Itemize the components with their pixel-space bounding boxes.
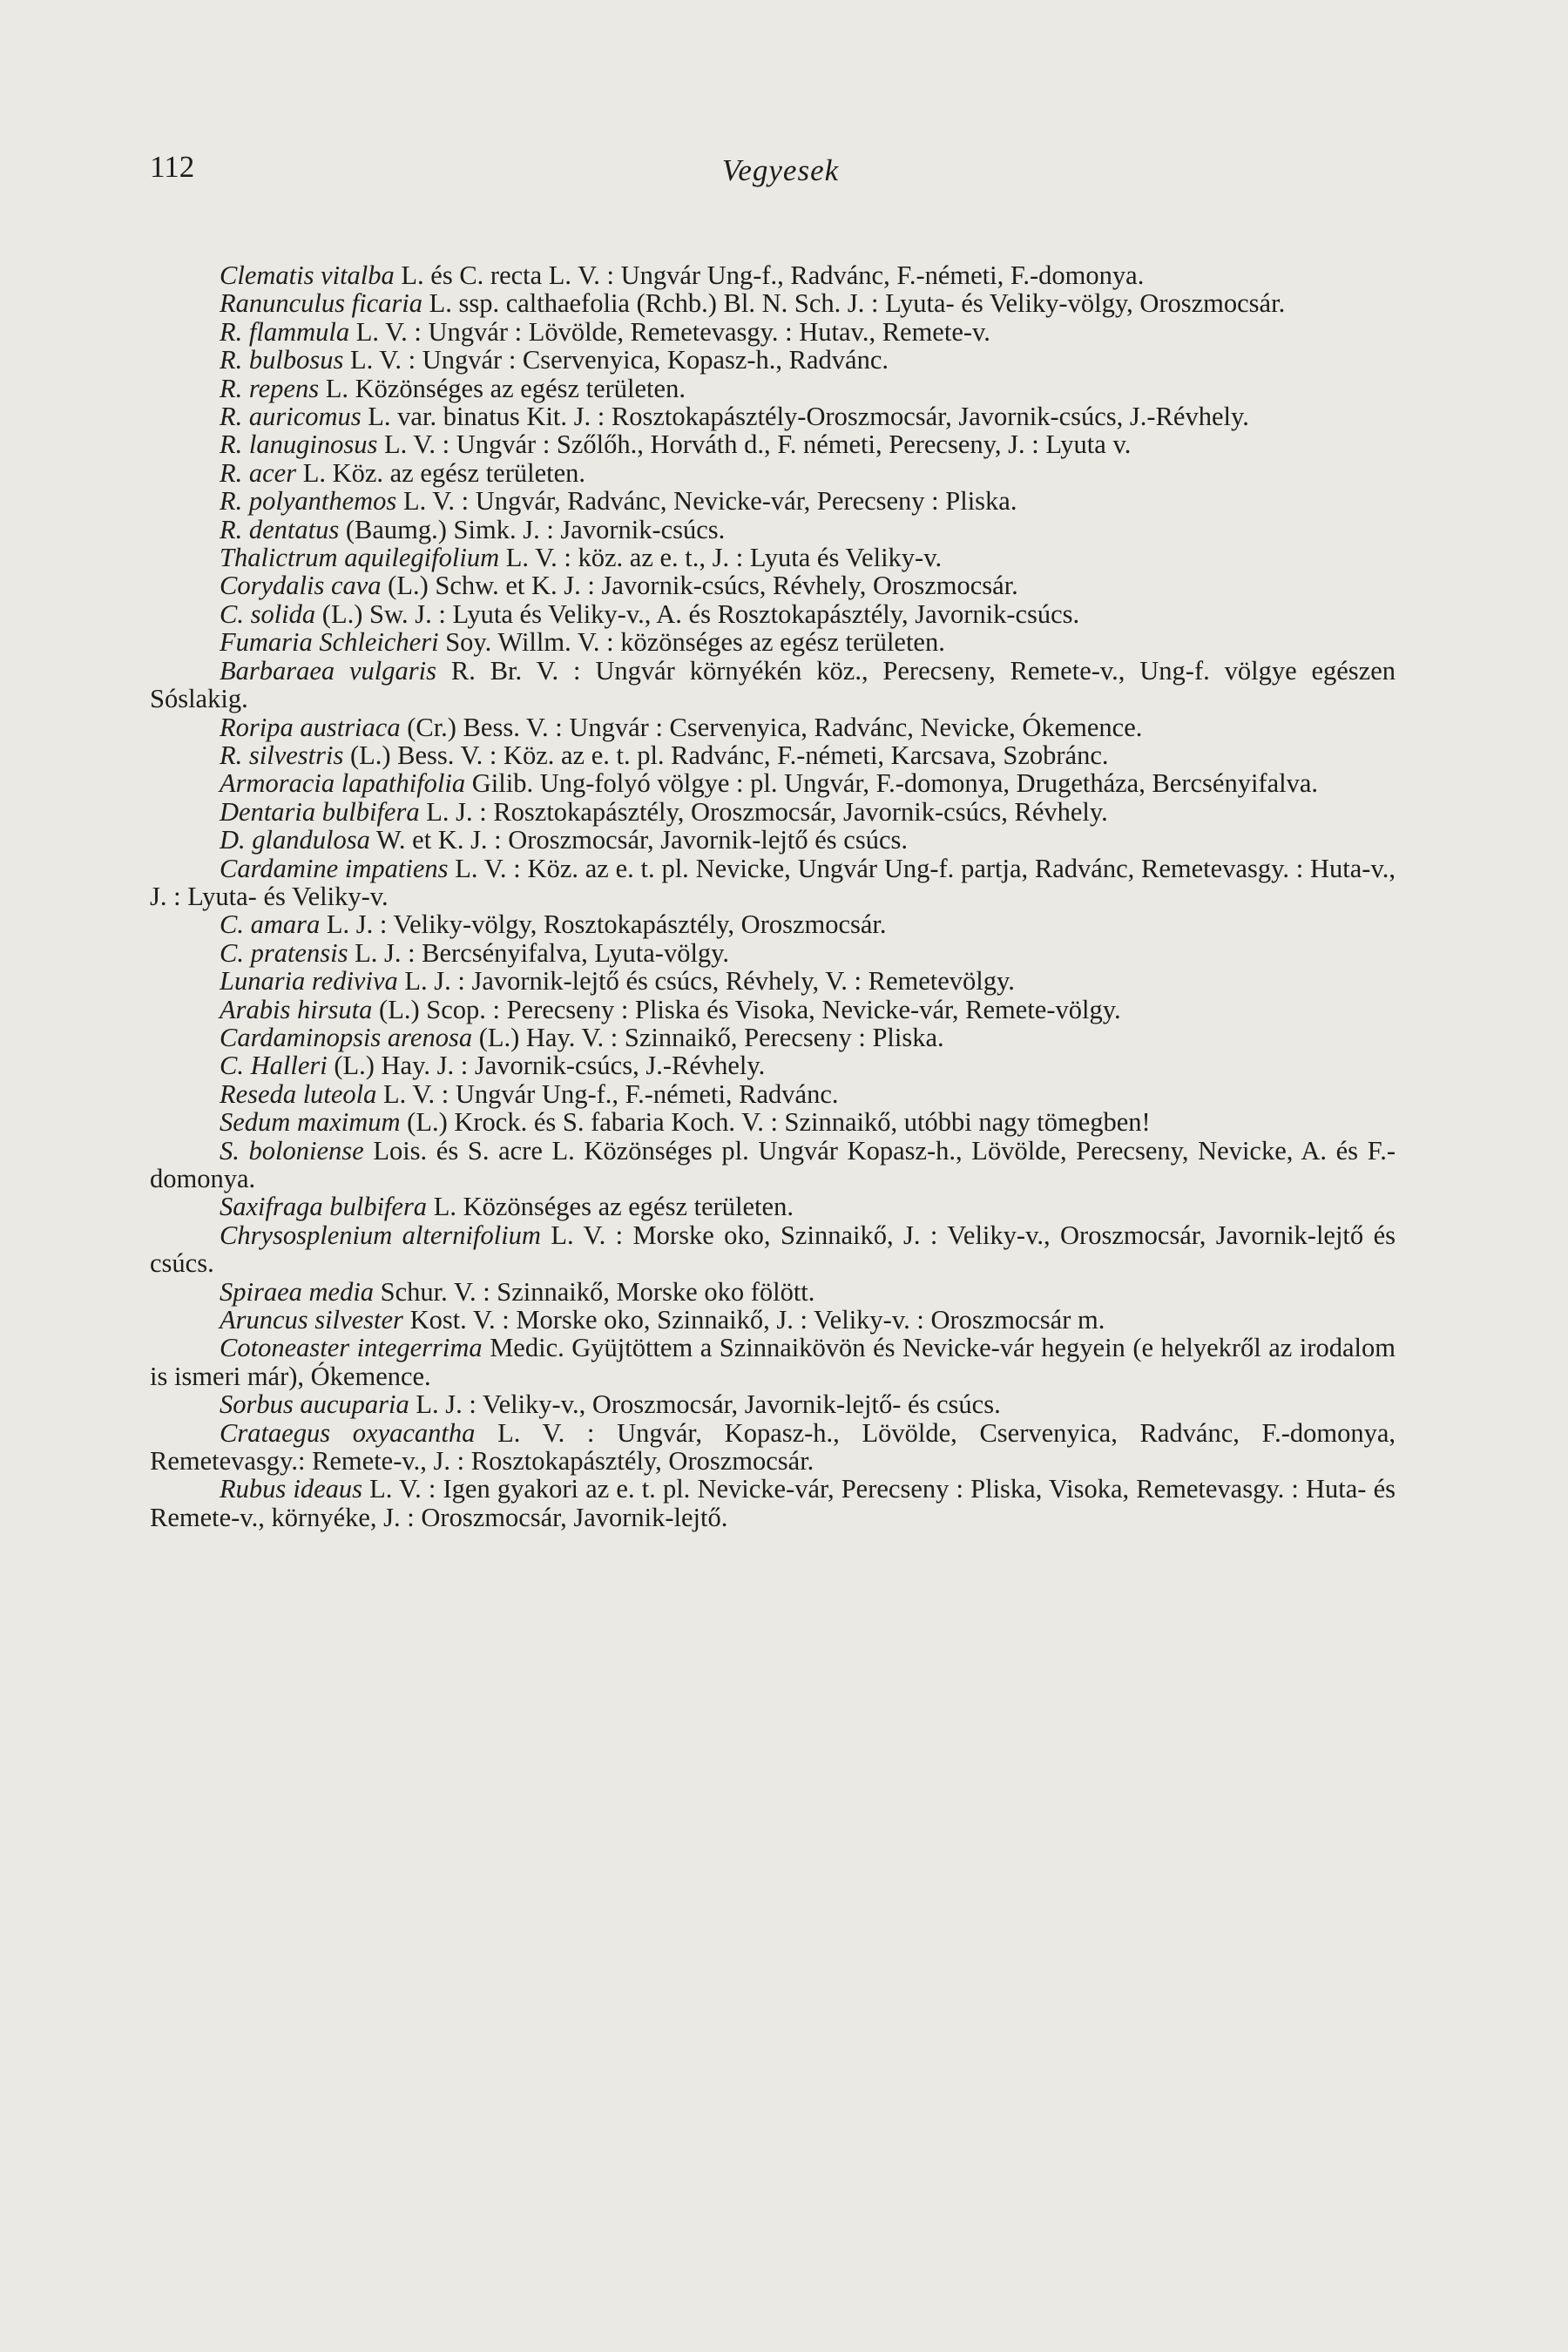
species-entry (150, 1334, 1396, 1390)
taxon-description: (L.) Sw. J. : Lyuta és Veliky-v., A. és Rosztokapásztély, Javornik-csúcs. (315, 598, 1080, 629)
species-entry (150, 346, 1396, 374)
taxon-name: Reseda luteola (220, 1078, 377, 1109)
taxon-description: Medic. Gyüjtöttem a Szinnaikövön és Nevicke-vár hegyein (e helyekről az irodalom is ismeri már), Ókemence. (150, 1333, 1396, 1391)
taxon-name: Sedum maximum (220, 1107, 401, 1138)
taxon-name: Spiraea media (220, 1276, 375, 1307)
taxon-description: L. V. : Igen gyakori az e. t. pl. Nevicke-vár, Perecseny : Pliska, Visoka, Remetevasgy. : Huta- és Remete-v., környéke, J. : Oroszmocsár, Javornik-lejtő. (150, 1474, 1396, 1532)
running-head (150, 150, 1411, 193)
taxon-name: Thalictrum aquilegifolium (220, 543, 500, 573)
species-entry (150, 375, 1396, 402)
taxon-description: L. és C. recta L. V. : Ungvár Ung-f., Radvánc, F.-németi, F.-domonya. (394, 260, 1145, 290)
species-entry (150, 741, 1396, 769)
taxon-description: L. Közönséges az egész területen. (427, 1192, 794, 1222)
taxon-description: (L.) Scop. : Perecseny : Pliska és Visoka, Nevicke-vár, Remete-völgy. (372, 994, 1121, 1024)
taxon-description: Schur. V. : Szinnaikő, Morske oko fölött. (374, 1276, 815, 1307)
taxon-description: L. V. : Ungvár : Cservenyica, Kopasz-h., Radvánc. (343, 345, 889, 375)
taxon-name: R. dentatus (220, 514, 340, 544)
species-entry (150, 516, 1396, 544)
taxon-name: Lunaria rediviva (220, 966, 398, 997)
taxon-description: L. J. : Bercsényifalva, Lyuta-völgy. (348, 937, 730, 968)
taxon-description: L. var. binatus Kit. J. : Rosztokapásztély-Oroszmocsár, Javornik-csúcs, J.-Révhely. (361, 402, 1249, 432)
taxon-name: C. amara (220, 909, 321, 940)
species-entry (150, 713, 1396, 741)
species-entry (150, 1051, 1396, 1079)
species-entry (150, 1193, 1396, 1220)
taxon-name: Roripa austriaca (220, 712, 401, 742)
taxon-description: L. V. : Ungvár, Radvánc, Nevicke-vár, Perecseny : Pliska. (396, 486, 1017, 517)
taxon-description: (Cr.) Bess. V. : Ungvár : Cservenyica, Radvánc, Nevicke, Ókemence. (400, 712, 1143, 742)
species-entry (150, 261, 1396, 289)
taxon-name: Sorbus aucuparia (220, 1389, 409, 1420)
species-entry (150, 1221, 1396, 1278)
species-entry (150, 1080, 1396, 1108)
taxon-description: L. V. : Ungvár : Lövölde, Remetevasgy. : Hutav., Remete-v. (349, 316, 990, 347)
taxon-description: (Baumg.) Simk. J. : Javornik-csúcs. (339, 514, 726, 544)
taxon-name: Saxifraga bulbifera (220, 1192, 428, 1222)
page-number: 112 (150, 150, 195, 184)
taxon-name: Barbaraea vulgaris (220, 655, 436, 686)
taxon-name: Corydalis cava (220, 571, 382, 601)
species-entry (150, 1475, 1396, 1531)
species-entry (150, 910, 1396, 938)
species-entry (150, 544, 1396, 571)
taxon-name: Armoracia lapathifolia (220, 768, 466, 799)
species-entry (150, 1306, 1396, 1334)
taxon-description: L. V. : Köz. az e. t. pl. Nevicke, Ungvár Ung-f. partja, Radvánc, Remetevasgy. : Huta-v., J. : Lyuta- és Veliky-v. (150, 853, 1396, 911)
taxon-name: R. flammula (220, 316, 350, 347)
taxon-name: R. auricomus (220, 402, 362, 432)
taxon-name: Cotoneaster integerrima (220, 1333, 483, 1363)
taxon-description: (L.) Hay. J. : Javornik-csúcs, J.-Révhely. (327, 1051, 766, 1081)
species-entry (150, 430, 1396, 458)
taxon-name: Clematis vitalba (220, 260, 395, 290)
taxon-name: Rubus ideaus (220, 1474, 363, 1504)
taxon-name: Ranunculus ficaria (220, 288, 422, 319)
species-entry (150, 1137, 1396, 1193)
taxon-description: Soy. Willm. V. : közönséges az egész területen. (438, 627, 945, 658)
taxon-description: (L.) Krock. és S. fabaria Koch. V. : Szinnaikő, utóbbi nagy tömegben! (400, 1107, 1151, 1138)
taxon-description: L. V. : Ungvár : Szőlőh., Horváth d., F. németi, Perecseny, J. : Lyuta v. (377, 429, 1132, 460)
species-entry (150, 657, 1396, 713)
species-entry (150, 826, 1396, 854)
species-entry (150, 939, 1396, 967)
taxon-description: (L.) Schw. et K. J. : Javornik-csúcs, Révhely, Oroszmocsár. (381, 571, 1018, 601)
section-title: Vegyesek (721, 153, 840, 187)
taxon-name: Arabis hirsuta (220, 994, 373, 1024)
species-entry (150, 289, 1396, 317)
species-entry (150, 855, 1396, 911)
taxon-name: Crataegus oxyacantha (220, 1417, 476, 1448)
species-entry (150, 402, 1396, 430)
taxon-description: L. J. : Javornik-lejtő és csúcs, Révhely, V. : Remetevölgy. (397, 966, 1015, 997)
taxon-name: C. pratensis (220, 937, 348, 968)
taxon-description: L. J. : Rosztokapásztély, Oroszmocsár, Javornik-csúcs, Révhely. (419, 796, 1108, 827)
taxon-description: L. V. : Ungvár Ung-f., F.-németi, Radvánc. (376, 1078, 839, 1109)
taxon-description: L. ssp. calthaefolia (Rchb.) Bl. N. Sch. J. : Lyuta- és Veliky-völgy, Oroszmocsár. (422, 288, 1286, 319)
taxon-name: D. glandulosa (220, 825, 370, 855)
species-entry (150, 1419, 1396, 1476)
species-entry (150, 1278, 1396, 1306)
taxon-description: (L.) Bess. V. : Köz. az e. t. pl. Radvánc, F.-németi, Karcsava, Szobránc. (343, 740, 1109, 770)
species-entry (150, 769, 1396, 797)
species-entry (150, 318, 1396, 346)
taxon-description: L. V. : Ungvár, Kopasz-h., Lövölde, Cservenyica, Radvánc, F.-domonya, Remetevasgy.: Remete-v., J. : Rosztokapásztély, Oroszmocsár. (150, 1417, 1396, 1477)
species-entry (150, 628, 1396, 656)
taxon-name: R. polyanthemos (220, 486, 397, 517)
species-entry (150, 967, 1396, 995)
taxon-description: (L.) Hay. V. : Szinnaikő, Perecseny : Pliska. (472, 1022, 944, 1052)
taxon-description: Gilib. Ung-folyó völgye : pl. Ungvár, F.-domonya, Drugetháza, Bercsényifalva. (465, 768, 1318, 799)
taxon-name: Cardaminopsis arenosa (220, 1022, 473, 1052)
taxon-description: R. Br. V. : Ungvár környékén köz., Perecseny, Remete-v., Ung-f. völgye egészen Sóslakig. (150, 655, 1396, 714)
taxon-description: L. Köz. az egész területen. (296, 457, 586, 488)
species-entry (150, 1024, 1396, 1051)
taxon-name: Fumaria Schleicheri (220, 627, 439, 658)
taxon-name: R. bulbosus (220, 345, 344, 375)
species-entry (150, 1108, 1396, 1136)
species-entry (150, 571, 1396, 599)
species-list (150, 261, 1396, 1531)
taxon-description: L. J. : Veliky-völgy, Rosztokapásztély, Oroszmocsár. (320, 909, 887, 940)
species-entry (150, 1390, 1396, 1418)
taxon-name: R. silvestris (220, 740, 344, 770)
taxon-name: C. solida (220, 598, 316, 629)
taxon-description: W. et K. J. : Oroszmocsár, Javornik-lejtő és csúcs. (369, 825, 908, 855)
species-entry (150, 798, 1396, 826)
taxon-name: Chrysosplenium alternifolium (220, 1220, 541, 1250)
species-entry (150, 459, 1396, 487)
taxon-description: L. V. : köz. az e. t., J. : Lyuta és Veliky-v. (499, 543, 943, 573)
taxon-name: C. Halleri (220, 1051, 328, 1081)
species-entry (150, 600, 1396, 628)
taxon-description: Kost. V. : Morske oko, Szinnaikő, J. : Veliky-v. : Oroszmocsár m. (402, 1305, 1105, 1335)
taxon-description: L. Közönséges az egész területen. (319, 373, 686, 403)
species-entry (150, 487, 1396, 515)
taxon-description: Lois. és S. acre L. Közönséges pl. Ungvár Kopasz-h., Lövölde, Perecseny, Nevicke, A. és F.-domonya. (150, 1135, 1396, 1193)
taxon-name: R. repens (220, 373, 320, 403)
taxon-name: R. acer (220, 457, 297, 488)
taxon-name: R. lanuginosus (220, 429, 378, 460)
taxon-description: L. J. : Veliky-v., Oroszmocsár, Javornik-lejtő- és csúcs. (409, 1389, 1001, 1420)
species-entry (150, 996, 1396, 1024)
taxon-name: Dentaria bulbifera (220, 796, 420, 827)
taxon-name: Aruncus silvester (220, 1305, 403, 1335)
taxon-description: L. V. : Morske oko, Szinnaikő, J. : Veliky-v., Oroszmocsár, Javornik-lejtő és csúcs. (150, 1220, 1396, 1279)
taxon-name: S. boloniense (220, 1135, 364, 1166)
taxon-name: Cardamine impatiens (220, 853, 449, 883)
